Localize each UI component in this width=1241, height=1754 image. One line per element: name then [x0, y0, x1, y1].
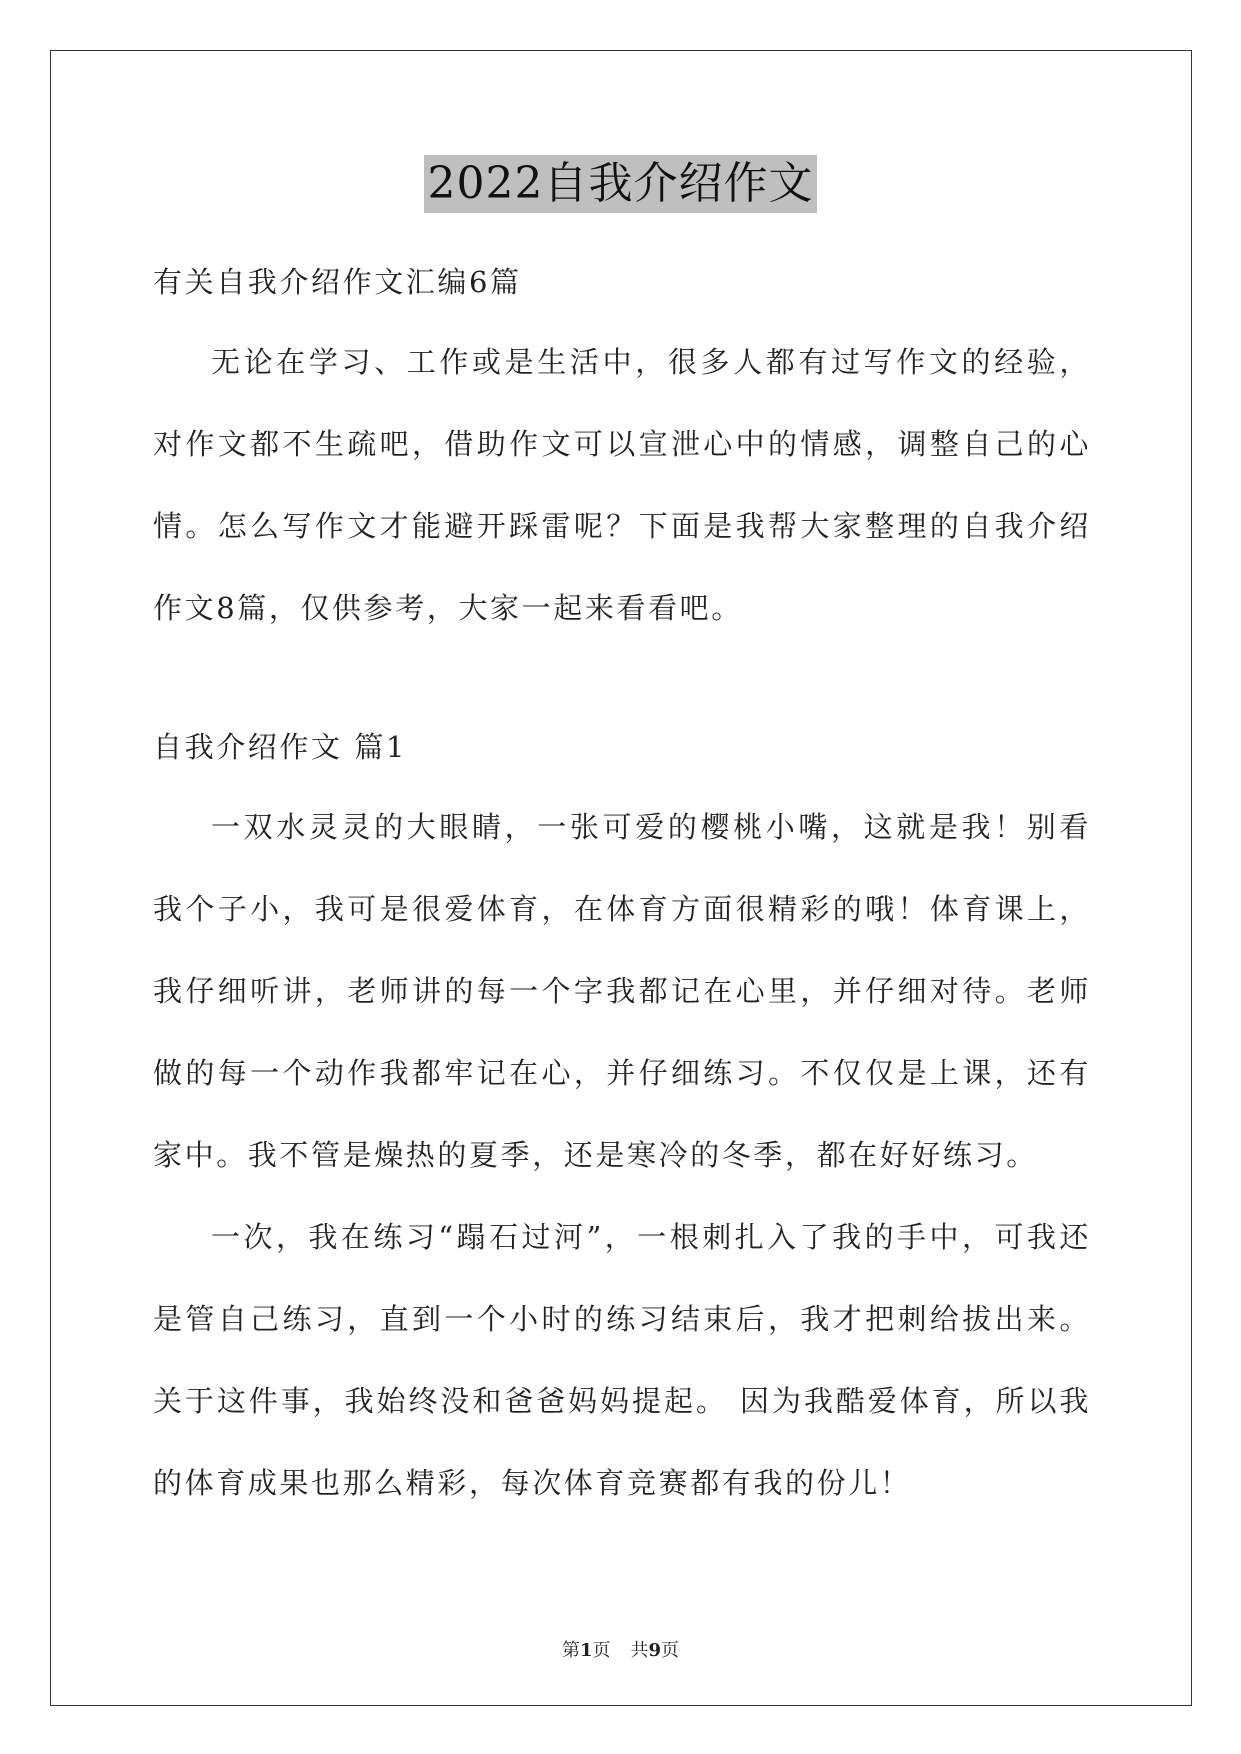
- document-body: [153, 262, 1091, 1524]
- document-title: 2022自我介绍作文: [424, 155, 818, 213]
- footer-prefix: 第: [561, 1640, 580, 1661]
- current-page-number: 1: [579, 1640, 593, 1661]
- title-container: [0, 155, 1241, 213]
- body-paragraph: 一次，我在练习“蹋石过河”，一根刺扎入了我的手中，可我还是管自己练习，直到一个小时的练习结束后，我才把刺给拔出来。关于这件事，我始终没和爸爸妈妈提起。 因为我酷爱体育，所以我的体育成果也那么精彩，每次体育竞赛都有我的份儿！: [153, 1220, 1091, 1500]
- section-heading: 自我介绍作文 篇1: [153, 730, 408, 764]
- footer-total-prefix: 共: [630, 1640, 649, 1661]
- section-spacer: [153, 649, 1091, 727]
- document-subtitle: 有关自我介绍作文汇编6篇: [153, 265, 522, 299]
- page-footer: [0, 1636, 1241, 1662]
- footer-total-suffix: 页: [661, 1640, 680, 1661]
- total-pages-number: 9: [648, 1640, 662, 1661]
- intro-paragraph: 无论在学习、工作或是生活中，很多人都有过写作文的经验，对作文都不生疏吧，借助作文可以宣泄心中的情感，调整自己的心情。怎么写作文才能避开踩雷呢？下面是我帮大家整理的自我介绍作文8篇，仅供参考，大家一起来看看吧。: [153, 345, 1091, 625]
- body-paragraph: 一双水灵灵的大眼睛，一张可爱的樱桃小嘴，这就是我！别看我个子小，我可是很爱体育，在体育方面很精彩的哦！体育课上，我仔细听讲，老师讲的每一个字我都记在心里，并仔细对待。老师做的每一个动作我都牢记在心，并仔细练习。不仅仅是上课，还有家中。我不管是燥热的夏季，还是寒冷的冬季，都在好好练习。: [153, 810, 1091, 1172]
- footer-suffix: 页: [592, 1640, 611, 1661]
